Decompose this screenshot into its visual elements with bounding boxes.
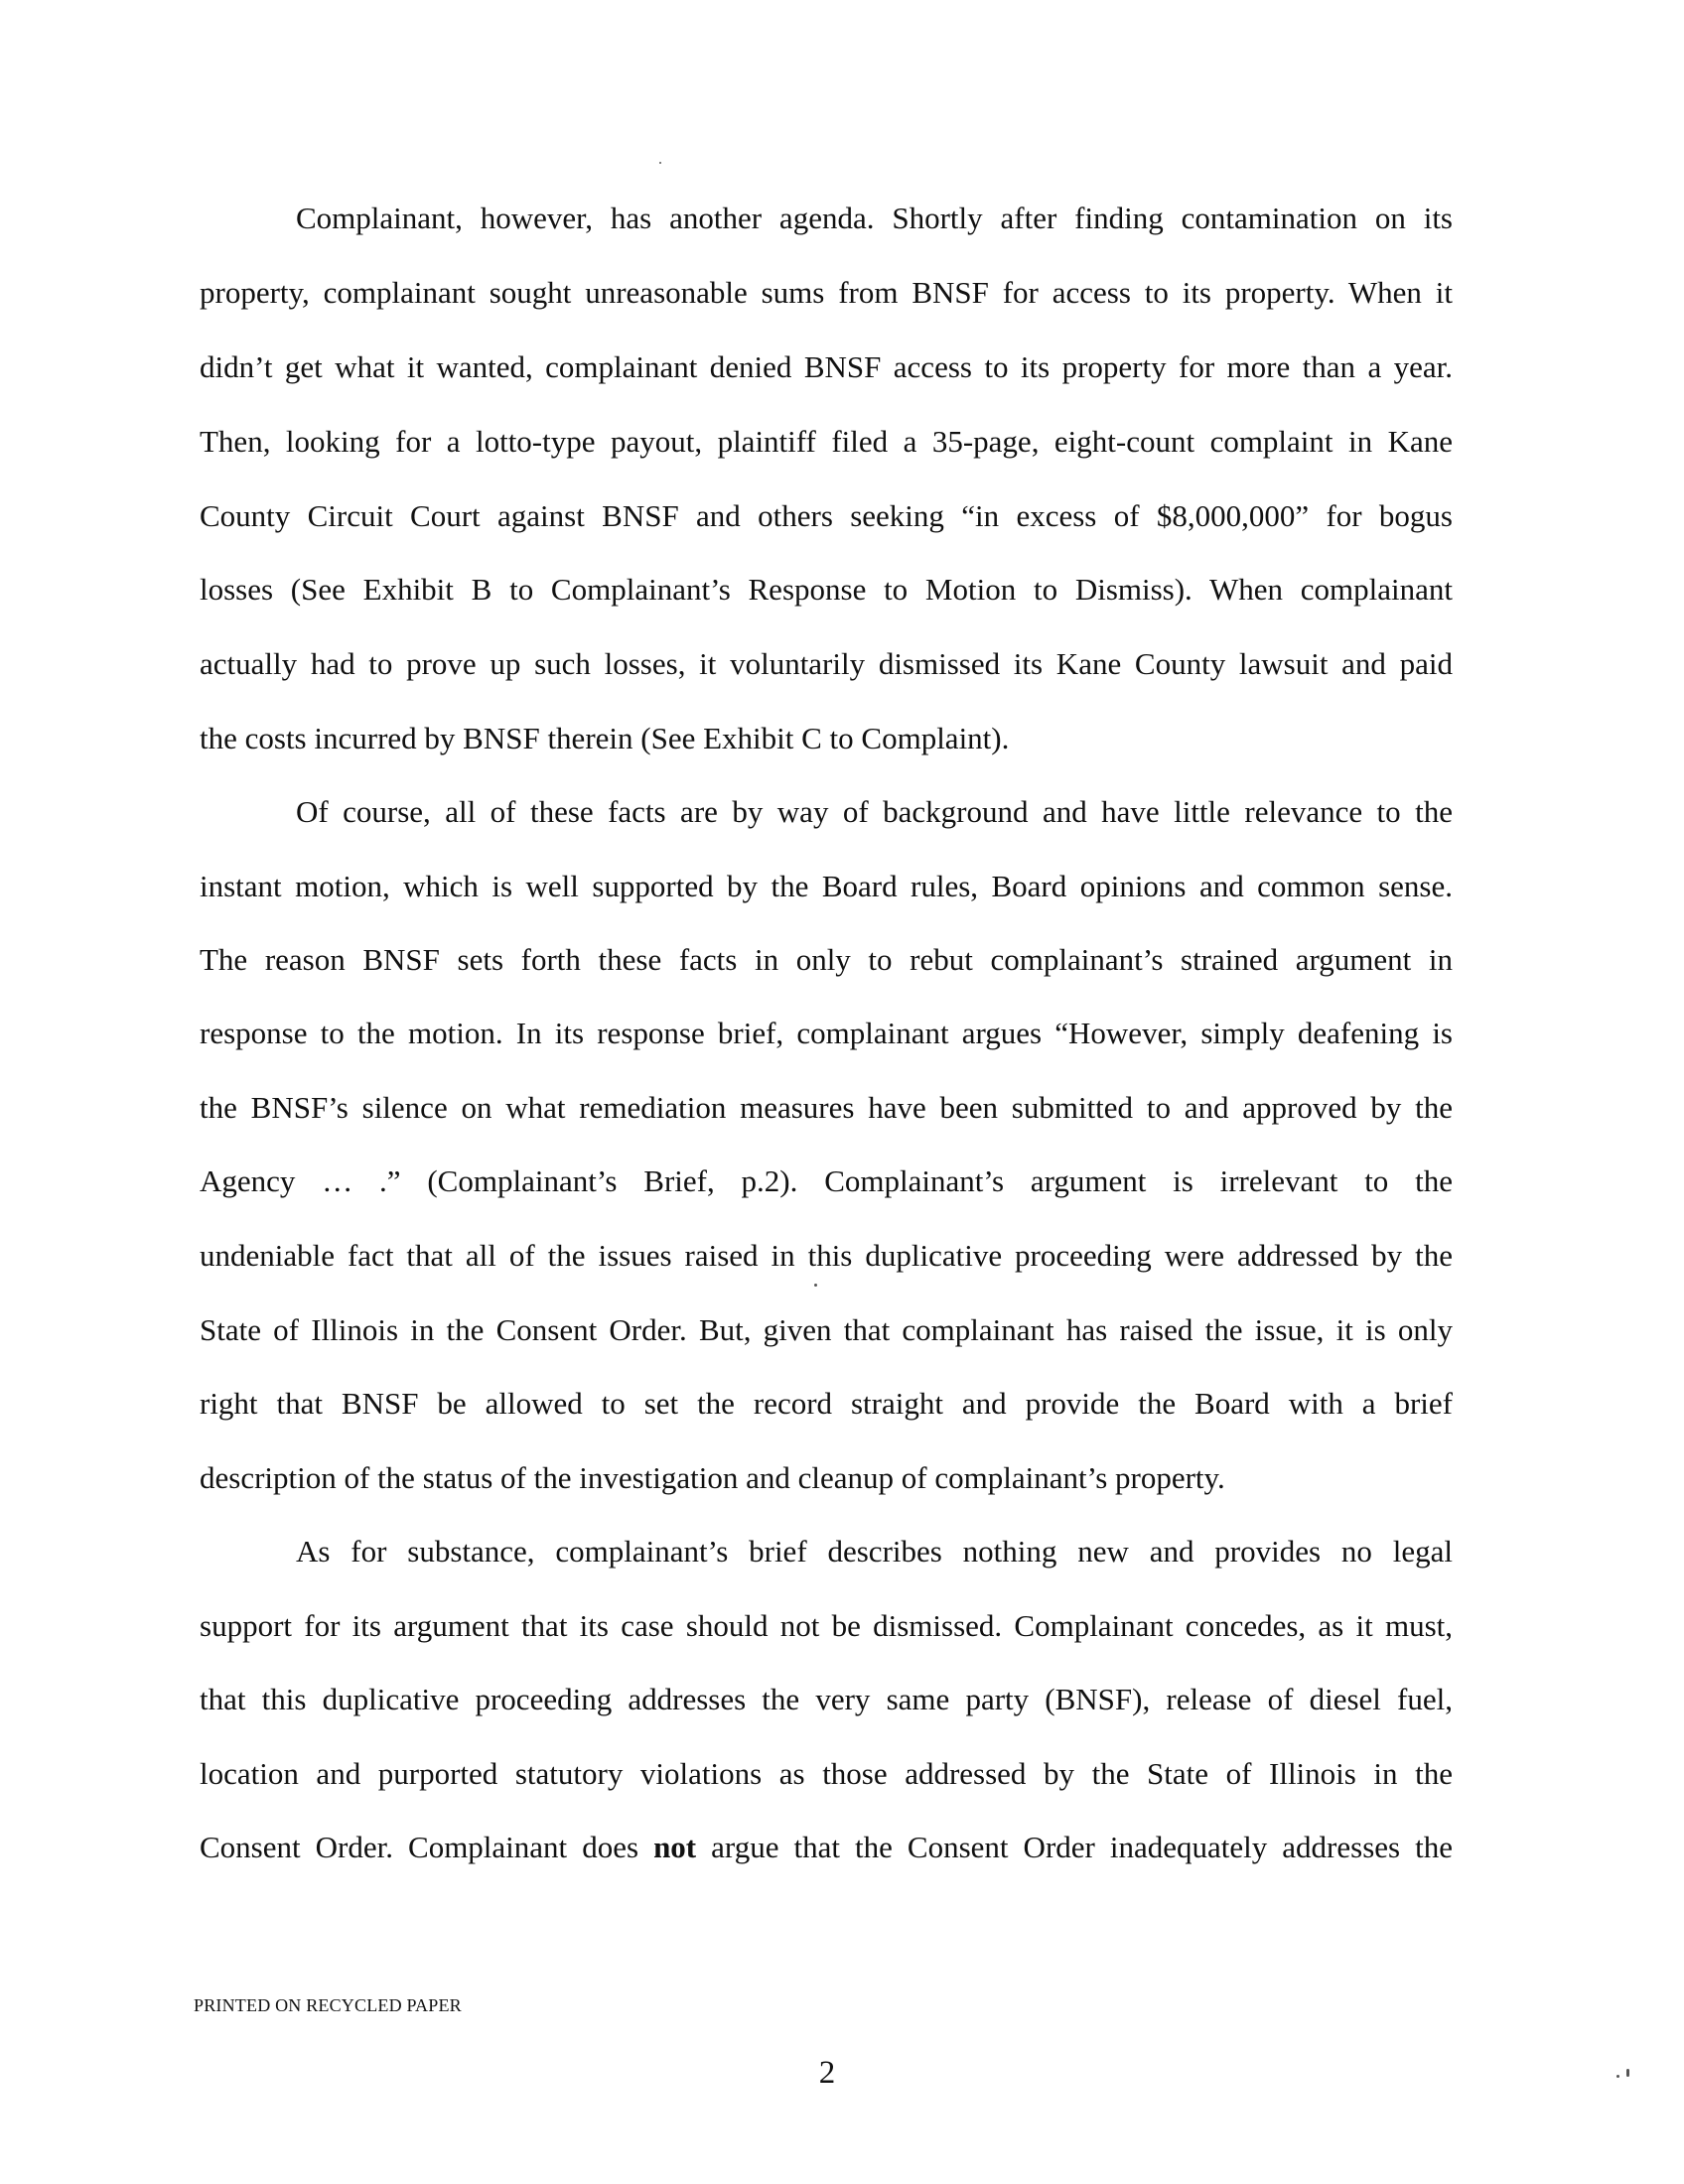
recycled-paper-note: PRINTED ON RECYCLED PAPER bbox=[194, 1995, 462, 2015]
body-text-line: that this duplicative proceeding addresses the very same party (BNSF), release of diesel fuel, bbox=[200, 1682, 1453, 1716]
scan-speck bbox=[659, 162, 661, 164]
body-text-line: right that BNSF be allowed to set the record straight and provide the Board with a brief bbox=[200, 1386, 1453, 1421]
body-text-line bbox=[200, 1828, 1453, 1867]
body-text-line: location and purported statutory violations as those addressed by the State of Illinois in the bbox=[200, 1756, 1453, 1791]
body-text-line: The reason BNSF sets forth these facts in only to rebut complainant’s strained argument in bbox=[200, 942, 1453, 977]
text-run: argue that the Consent Order inadequately addresses the bbox=[696, 1830, 1453, 1864]
body-text-line: undeniable fact that all of the issues raised in this duplicative proceeding were addressed by the bbox=[200, 1238, 1453, 1273]
body-text-line: Then, looking for a lotto-type payout, plaintiff filed a 35-page, eight-count complaint in Kane bbox=[200, 424, 1453, 459]
emphasized-word: not bbox=[653, 1830, 697, 1864]
body-text-line: Agency … .” (Complainant’s Brief, p.2). Complainant’s argument is irrelevant to the bbox=[200, 1163, 1453, 1198]
scan-speck bbox=[1626, 2069, 1629, 2077]
body-text-line: the BNSF’s silence on what remediation measures have been submitted to and approved by the bbox=[200, 1090, 1453, 1125]
body-text-line: the costs incurred by BNSF therein (See Exhibit C to Complaint). bbox=[200, 721, 1010, 755]
body-text-line: actually had to prove up such losses, it voluntarily dismissed its Kane County lawsuit and paid bbox=[200, 646, 1453, 681]
body-text-line: property, complainant sought unreasonable sums from BNSF for access to its property. When it bbox=[200, 275, 1453, 310]
body-text-line: description of the status of the investigation and cleanup of complainant’s property. bbox=[200, 1460, 1225, 1495]
body-text-line: response to the motion. In its response brief, complainant argues “However, simply deafening is bbox=[200, 1016, 1453, 1050]
body-text-line: instant motion, which is well supported by the Board rules, Board opinions and common sense. bbox=[200, 869, 1453, 903]
scan-speck bbox=[814, 1284, 817, 1287]
text-run: Consent Order. Complainant does bbox=[200, 1830, 654, 1864]
body-text-line: support for its argument that its case should not be dismissed. Complainant concedes, as it must, bbox=[200, 1608, 1453, 1643]
body-text-line: Complainant, however, has another agenda. Shortly after finding contamination on its bbox=[296, 201, 1453, 235]
body-text-line: As for substance, complainant’s brief describes nothing new and provides no legal bbox=[296, 1534, 1453, 1569]
body-text-line: losses (See Exhibit B to Complainant’s Response to Motion to Dismiss). When complainant bbox=[200, 572, 1453, 607]
body-text-line: Of course, all of these facts are by way of background and have little relevance to the bbox=[296, 794, 1453, 829]
body-text-line: County Circuit Court against BNSF and others seeking “in excess of $8,000,000” for bogus bbox=[200, 498, 1453, 533]
body-text-line: State of Illinois in the Consent Order. But, given that complainant has raised the issue, it is only bbox=[200, 1312, 1453, 1347]
page-number: 2 bbox=[818, 2055, 836, 2091]
body-text-line: didn’t get what it wanted, complainant denied BNSF access to its property for more than a year. bbox=[200, 349, 1453, 384]
scan-speck bbox=[1616, 2075, 1619, 2078]
